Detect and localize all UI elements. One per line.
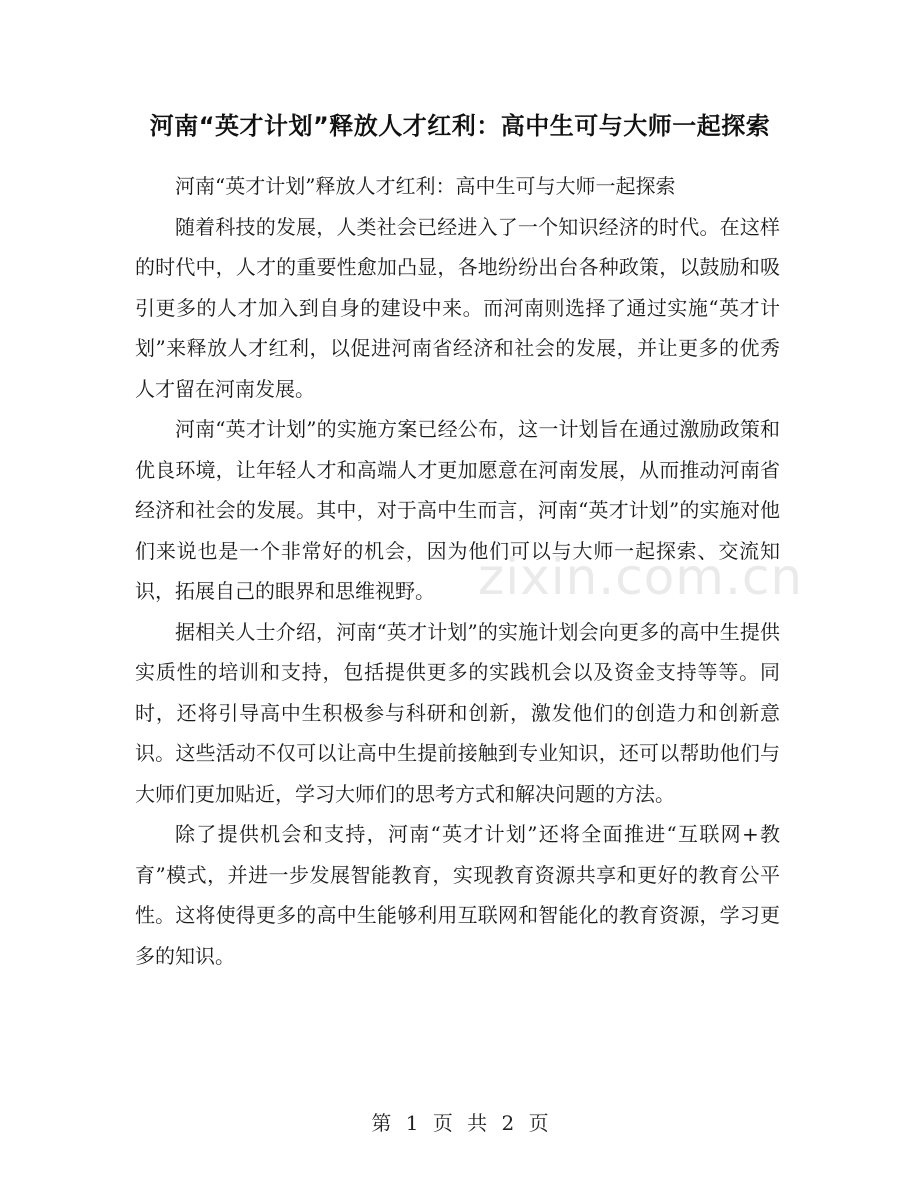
footer-page-prefix: 第 xyxy=(371,1111,392,1135)
paragraph-1: 随着科技的发展，人类社会已经进入了一个知识经济的时代。在这样的时代中，人才的重要性愈加凸显，各地纷纷出台各种政策，以鼓励和吸引更多的人才加入到自身的建设中来。而河南则选择了通过实施“英才计划”来释放人才红利，以促进河南省经济和社会的发展，并让更多的优秀人才留在河南发展。 xyxy=(135,214,780,401)
document-body xyxy=(135,166,780,976)
paragraph-subtitle: 河南“英才计划”释放人才红利：高中生可与大师一起探索 xyxy=(175,174,676,198)
page-footer xyxy=(0,1108,920,1138)
footer-total-pages: 2 xyxy=(501,1111,515,1135)
paragraph-4: 除了提供机会和支持，河南“英才计划”还将全面推进“互联网+教育”模式，并进一步发展智能教育，实现教育资源共享和更好的教育公平性。这将使得更多的高中生能够利用互联网和智能化的教育资源，学习更多的知识。 xyxy=(135,822,780,968)
footer-current-page: 1 xyxy=(405,1111,419,1135)
paragraph-3: 据相关人士介绍，河南“英才计划”的实施计划会向更多的高中生提供实质性的培训和支持，包括提供更多的实践机会以及资金支持等等。同时，还将引导高中生积极参与科研和创新，激发他们的创造力和创新意识。这些活动不仅可以让高中生提前接触到专业知识，还可以帮助他们与大师们更加贴近，学习大师们的思考方式和解决问题的方法。 xyxy=(135,619,780,806)
page-title: 河南“英才计划”释放人才红利：高中生可与大师一起探索 xyxy=(149,112,771,140)
watermark: zixin.com.cn xyxy=(478,548,804,606)
footer-total-label: 共 xyxy=(467,1111,488,1135)
footer-page-unit: 页 xyxy=(432,1111,453,1135)
footer-total-unit: 页 xyxy=(528,1111,549,1135)
paragraph-2: 河南“英才计划”的实施方案已经公布，这一计划旨在通过激励政策和优良环境，让年轻人才和高端人才更加愿意在河南发展，从而推动河南省经济和社会的发展。其中，对于高中生而言，河南“英才计划”的实施对他们来说也是一个非常好的机会，因为他们可以与大师一起探索、交流知识，拓展自己的眼界和思维视野。 xyxy=(135,417,780,603)
